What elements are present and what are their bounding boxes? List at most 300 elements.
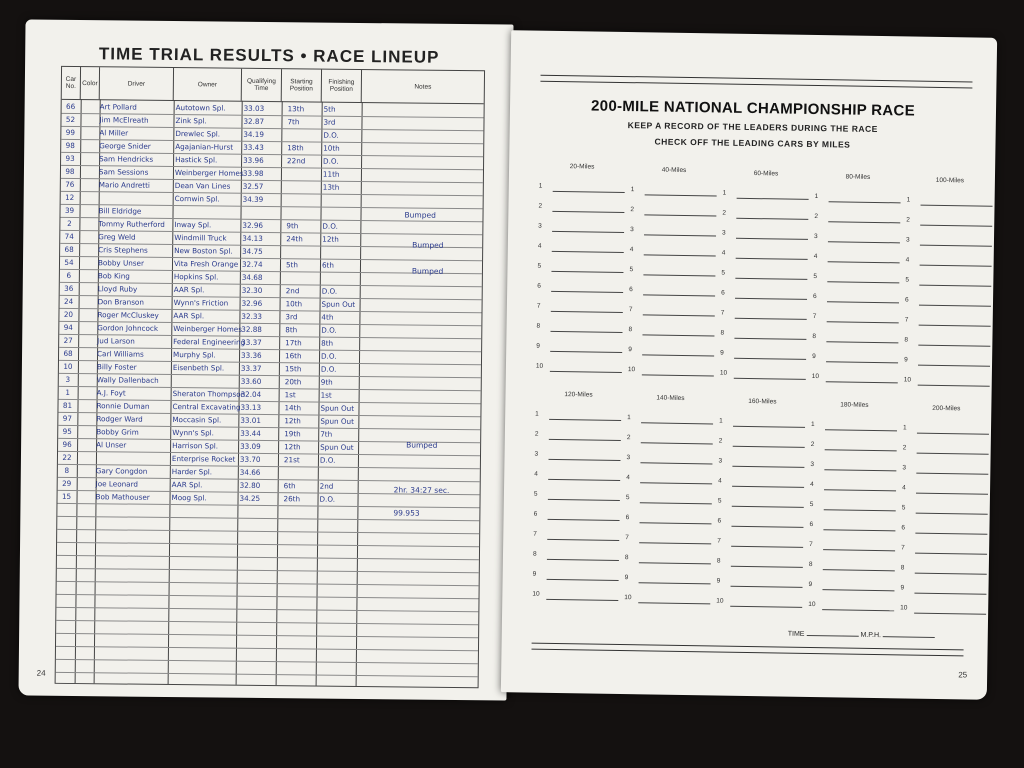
leader-entry[interactable] bbox=[533, 505, 619, 526]
leader-entry[interactable] bbox=[718, 472, 804, 493]
cell-starting-position: 7th bbox=[287, 117, 300, 127]
leader-entry[interactable] bbox=[811, 415, 897, 436]
leader-entry[interactable] bbox=[536, 337, 622, 358]
leader-entry[interactable] bbox=[808, 575, 894, 596]
position-number: 6 bbox=[813, 292, 817, 301]
cell-owner: Vita Fresh Orange bbox=[173, 259, 239, 269]
leader-entry[interactable] bbox=[538, 197, 624, 218]
leader-entry[interactable] bbox=[537, 297, 623, 318]
position-number: 7 bbox=[812, 312, 817, 321]
cell-finishing-position: D.O. bbox=[322, 221, 338, 231]
cell-qualifying-time: 32.04 bbox=[240, 389, 262, 399]
leader-entry[interactable] bbox=[537, 277, 623, 298]
row-rule bbox=[57, 542, 479, 547]
cell-finishing-position: 8th bbox=[321, 338, 334, 348]
cell-qualifying-time: 33.98 bbox=[242, 168, 264, 178]
position-number: 8 bbox=[904, 336, 909, 344]
left-page-title: TIME TRIAL RESULTS • RACE LINEUP bbox=[98, 44, 440, 67]
entry-blank-line bbox=[919, 285, 991, 287]
position-number: 3 bbox=[905, 236, 910, 244]
leader-entry[interactable] bbox=[901, 558, 987, 579]
cell-qualifying-time: 34.66 bbox=[239, 467, 261, 477]
cell-owner: AAR Spl. bbox=[173, 285, 205, 295]
entry-blank-line bbox=[920, 225, 992, 227]
entry-blank-line bbox=[828, 241, 900, 243]
leader-entry[interactable] bbox=[625, 508, 711, 529]
leader-entry[interactable] bbox=[630, 240, 716, 261]
leader-entry[interactable] bbox=[814, 227, 900, 248]
leader-entry[interactable] bbox=[717, 512, 803, 533]
position-number: 6 bbox=[904, 296, 909, 304]
cell-finishing-position: 5th bbox=[323, 104, 336, 114]
leader-entry[interactable] bbox=[810, 475, 896, 496]
header-qualifying-time: Qualifying Time bbox=[242, 69, 282, 101]
cell-starting-position: 5th bbox=[285, 260, 298, 270]
time-label: TIME bbox=[787, 630, 805, 638]
leader-entry[interactable] bbox=[900, 598, 986, 619]
leader-entry[interactable] bbox=[627, 408, 713, 429]
cell-driver: Carl Williams bbox=[97, 349, 144, 359]
position-number: 9 bbox=[720, 349, 724, 357]
position-number: 1 bbox=[719, 417, 723, 425]
entry-blank-line bbox=[920, 245, 992, 247]
entry-blank-line bbox=[643, 314, 715, 316]
entry-blank-line bbox=[734, 338, 806, 340]
leader-entry[interactable] bbox=[539, 177, 625, 198]
leader-entry[interactable] bbox=[722, 204, 808, 225]
leader-entry[interactable] bbox=[901, 518, 987, 539]
entry-blank-line bbox=[552, 211, 624, 213]
cell-starting-position: 12th bbox=[284, 442, 301, 452]
position-number: 7 bbox=[628, 306, 633, 314]
entry-blank-line bbox=[731, 566, 803, 568]
miles-column bbox=[720, 170, 809, 385]
row-rule bbox=[56, 607, 478, 612]
leader-entry[interactable] bbox=[902, 478, 988, 499]
position-number: 4 bbox=[721, 249, 726, 257]
cell-driver: Cris Stephens bbox=[98, 245, 148, 255]
entry-blank-line bbox=[823, 569, 895, 571]
cell-owner: Central Excavating bbox=[172, 402, 241, 412]
cell-car-no: 20 bbox=[63, 309, 74, 319]
entry-blank-line bbox=[643, 274, 715, 276]
cell-owner: Wynn's Spl. bbox=[172, 428, 215, 438]
miles-column-header: 60-Miles bbox=[753, 170, 779, 178]
leader-entry[interactable] bbox=[624, 568, 710, 589]
entry-blank-line bbox=[825, 449, 897, 451]
leader-entry[interactable] bbox=[535, 425, 621, 446]
cell-finishing-position: 9th bbox=[320, 377, 333, 387]
cell-starting-position: 24th bbox=[286, 234, 303, 244]
entry-blank-line bbox=[548, 479, 620, 481]
cell-car-no: 52 bbox=[65, 114, 76, 124]
entry-blank-line bbox=[824, 489, 896, 491]
cell-finishing-position: 6th bbox=[321, 260, 334, 270]
leader-entry[interactable] bbox=[722, 244, 808, 265]
cell-finishing-position: D.O. bbox=[320, 364, 337, 374]
entry-blank-line bbox=[736, 258, 808, 260]
cell-qualifying-time: 33.70 bbox=[239, 454, 261, 464]
position-number: 9 bbox=[532, 570, 537, 578]
bottom-double-rule bbox=[532, 643, 964, 657]
leader-entry[interactable] bbox=[814, 207, 900, 228]
leader-entry[interactable] bbox=[719, 412, 805, 433]
leader-entry[interactable] bbox=[721, 304, 807, 325]
position-number: 3 bbox=[810, 460, 815, 469]
leader-entry[interactable] bbox=[533, 545, 619, 566]
leader-entry[interactable] bbox=[808, 595, 894, 616]
entry-blank-line bbox=[918, 345, 990, 347]
leader-entry[interactable] bbox=[720, 324, 806, 345]
leader-entry[interactable] bbox=[534, 465, 620, 486]
leader-entry[interactable] bbox=[812, 347, 898, 368]
position-number: 3 bbox=[718, 457, 723, 465]
cell-owner: Weinberger Homes bbox=[174, 168, 244, 178]
cell-car-no: 29 bbox=[62, 478, 72, 488]
entry-blank-line bbox=[735, 278, 807, 280]
cell-driver: Greg Weld bbox=[98, 232, 136, 242]
top-double-rule bbox=[540, 75, 972, 89]
leader-entry[interactable] bbox=[811, 435, 897, 456]
leader-entry[interactable] bbox=[717, 532, 803, 553]
entry-blank-line bbox=[553, 191, 625, 193]
cell-starting-position: 9th bbox=[286, 221, 299, 231]
entry-blank-line bbox=[736, 238, 808, 240]
leader-entry[interactable] bbox=[716, 572, 802, 593]
leader-entry[interactable] bbox=[716, 592, 802, 613]
position-number: 6 bbox=[809, 520, 814, 529]
leader-entry[interactable] bbox=[906, 250, 992, 271]
cell-car-no: 27 bbox=[63, 335, 73, 345]
cell-car-no: 10 bbox=[63, 361, 73, 371]
cell-qualifying-time: 34.13 bbox=[242, 233, 263, 243]
leader-entry[interactable] bbox=[629, 300, 715, 321]
leader-entry[interactable] bbox=[626, 488, 712, 509]
leader-entry[interactable] bbox=[719, 432, 805, 453]
leader-entry[interactable] bbox=[629, 280, 715, 301]
leader-entry[interactable] bbox=[906, 230, 992, 251]
position-number: 8 bbox=[812, 332, 817, 341]
leader-entry[interactable] bbox=[809, 535, 895, 556]
cell-owner: Inway Spl. bbox=[174, 220, 212, 230]
position-number: 3 bbox=[534, 450, 539, 458]
leader-entry[interactable] bbox=[810, 495, 896, 516]
cell-driver: Bobby Unser bbox=[97, 258, 144, 268]
right-page-number: 25 bbox=[958, 670, 968, 680]
position-number: 10 bbox=[811, 372, 820, 381]
leader-entry[interactable] bbox=[718, 492, 804, 513]
position-number: 1 bbox=[630, 186, 635, 194]
entry-blank-line bbox=[828, 221, 900, 223]
leader-entry[interactable] bbox=[905, 310, 991, 331]
cell-driver: Billy Foster bbox=[96, 362, 137, 372]
leader-entry[interactable] bbox=[812, 367, 898, 388]
position-number: 6 bbox=[537, 282, 541, 290]
cell-driver: Don Branson bbox=[97, 297, 144, 307]
miles-column bbox=[624, 394, 713, 609]
cell-qualifying-time: 34.39 bbox=[242, 194, 264, 204]
cell-starting-position: 3rd bbox=[285, 312, 298, 322]
cell-finishing-position: 7th bbox=[320, 429, 333, 439]
position-number: 8 bbox=[624, 554, 629, 562]
row-rule bbox=[56, 620, 478, 625]
entry-blank-line bbox=[549, 439, 621, 441]
leader-entry[interactable] bbox=[721, 284, 807, 305]
entry-blank-line bbox=[641, 442, 713, 444]
leader-entry[interactable] bbox=[901, 538, 987, 559]
entry-blank-line bbox=[550, 371, 622, 373]
leader-entry[interactable] bbox=[814, 187, 900, 208]
cell-owner: Windmill Truck bbox=[174, 233, 227, 243]
leader-entry[interactable] bbox=[814, 247, 900, 268]
leader-entry[interactable] bbox=[904, 350, 990, 371]
cell-driver: Gary Congdon bbox=[95, 466, 148, 476]
leader-entry[interactable] bbox=[533, 525, 619, 546]
entry-blank-line bbox=[915, 553, 987, 555]
leader-entry[interactable] bbox=[630, 220, 716, 241]
entry-blank-line bbox=[732, 506, 804, 508]
miles-column-header: 20-Miles bbox=[569, 163, 595, 171]
entry-blank-line bbox=[548, 499, 620, 501]
leader-entry[interactable] bbox=[905, 270, 991, 291]
leader-entry[interactable] bbox=[904, 370, 990, 391]
leader-entry[interactable] bbox=[902, 498, 988, 519]
position-number: 8 bbox=[720, 329, 725, 337]
leader-entry[interactable] bbox=[721, 264, 807, 285]
leader-entry[interactable] bbox=[900, 578, 986, 599]
leader-entry[interactable] bbox=[720, 344, 806, 365]
leader-entry[interactable] bbox=[533, 565, 619, 586]
cell-driver: Sam Sessions bbox=[98, 167, 149, 177]
leader-entry[interactable] bbox=[631, 180, 717, 201]
position-number: 5 bbox=[721, 269, 726, 277]
cell-qualifying-time: 33.43 bbox=[243, 142, 264, 152]
cell-owner: Drewlec Spl. bbox=[175, 129, 221, 139]
entry-blank-line bbox=[644, 234, 716, 236]
entry-blank-line bbox=[734, 358, 806, 360]
row-rule bbox=[56, 672, 478, 677]
entry-blank-line bbox=[551, 271, 623, 273]
position-number: 8 bbox=[628, 326, 633, 334]
cell-car-no: 24 bbox=[63, 296, 74, 306]
cell-finishing-position: D.O. bbox=[319, 455, 336, 465]
leader-entry[interactable] bbox=[809, 555, 895, 576]
leader-entry[interactable] bbox=[813, 267, 899, 288]
entry-blank-line bbox=[735, 318, 807, 320]
position-number: 1 bbox=[627, 414, 631, 422]
cell-car-no: 8 bbox=[64, 465, 70, 475]
miles-column-header: 100-Miles bbox=[935, 176, 965, 185]
leader-entry[interactable] bbox=[536, 357, 622, 378]
miles-column-header: 120-Miles bbox=[564, 391, 593, 399]
entry-blank-line bbox=[914, 613, 986, 615]
cell-owner: Murphy Spl. bbox=[173, 350, 216, 360]
position-number: 1 bbox=[535, 410, 539, 418]
leader-entry[interactable] bbox=[718, 452, 804, 473]
leader-entry[interactable] bbox=[628, 360, 714, 381]
cell-car-no: 68 bbox=[63, 348, 73, 358]
results-table bbox=[55, 66, 485, 688]
leader-entry[interactable] bbox=[906, 190, 992, 211]
position-number: 6 bbox=[717, 517, 722, 525]
leader-entry[interactable] bbox=[624, 588, 710, 609]
cell-starting-position: 26th bbox=[283, 494, 301, 504]
mph-label: M.P.H. bbox=[860, 631, 882, 640]
miles-column-header: 80-Miles bbox=[845, 173, 871, 181]
cell-car-no: 97 bbox=[62, 413, 73, 423]
cell-car-no: 2 bbox=[67, 218, 72, 228]
leader-entry[interactable] bbox=[722, 224, 808, 245]
position-number: 7 bbox=[717, 537, 721, 545]
header-color: Color bbox=[81, 67, 100, 99]
header-car-no: Car No. bbox=[62, 67, 81, 99]
cell-driver: Bob King bbox=[97, 271, 130, 281]
leader-entry[interactable] bbox=[630, 200, 716, 221]
leader-entry[interactable] bbox=[627, 428, 713, 449]
entry-blank-line bbox=[824, 509, 896, 511]
position-number: 6 bbox=[629, 286, 633, 294]
position-number: 7 bbox=[625, 534, 629, 542]
position-number: 1 bbox=[722, 189, 727, 197]
leader-entry[interactable] bbox=[813, 307, 899, 328]
cell-finishing-position: Spun Out bbox=[321, 299, 356, 309]
leader-entry[interactable] bbox=[534, 445, 620, 466]
entry-blank-line bbox=[823, 529, 895, 531]
leader-entry[interactable] bbox=[537, 257, 623, 278]
leader-entry[interactable] bbox=[532, 585, 618, 606]
cell-finishing-position: D.O. bbox=[320, 351, 337, 361]
leader-entry[interactable] bbox=[625, 528, 711, 549]
leader-entry[interactable] bbox=[534, 485, 620, 506]
miles-column bbox=[904, 176, 993, 391]
row-rule bbox=[56, 633, 478, 638]
cell-starting-position: 22nd bbox=[287, 156, 306, 166]
position-number: 7 bbox=[720, 309, 725, 317]
leader-entry[interactable] bbox=[810, 455, 896, 476]
cell-car-no: 15 bbox=[61, 491, 72, 501]
cell-driver: Art Pollard bbox=[99, 102, 137, 112]
leader-entry[interactable] bbox=[813, 287, 899, 308]
leader-entry[interactable] bbox=[538, 237, 624, 258]
cell-car-no: 74 bbox=[64, 231, 74, 241]
entry-blank-line bbox=[645, 194, 717, 196]
cell-driver: Al Miller bbox=[99, 128, 129, 138]
cell-qualifying-time: 32.33 bbox=[241, 311, 263, 321]
cell-owner: Sheraton Thompson bbox=[172, 389, 246, 399]
cell-owner: AAR Spl. bbox=[171, 480, 203, 490]
entry-blank-line bbox=[916, 473, 988, 475]
position-number: 10 bbox=[627, 366, 636, 374]
leader-entry[interactable] bbox=[536, 317, 622, 338]
cell-starting-position: 13th bbox=[287, 104, 305, 114]
position-number: 10 bbox=[624, 594, 632, 602]
entry-blank-line bbox=[826, 341, 898, 343]
entry-blank-line bbox=[548, 459, 620, 461]
cell-car-no: 76 bbox=[65, 179, 75, 189]
cell-starting-position: 1st bbox=[284, 390, 296, 400]
entry-blank-line bbox=[920, 265, 992, 267]
cell-owner: Weinberger Homes bbox=[173, 324, 243, 334]
row-rule bbox=[57, 529, 479, 534]
leader-entry[interactable] bbox=[628, 320, 714, 341]
leader-entry[interactable] bbox=[626, 448, 712, 469]
cell-starting-position: 19th bbox=[284, 429, 301, 439]
cell-owner bbox=[173, 376, 235, 377]
cell-driver: Mario Andretti bbox=[98, 180, 151, 190]
cell-qualifying-time: 33.37 bbox=[241, 337, 262, 347]
cell-starting-position: 2nd bbox=[285, 286, 300, 296]
cell-car-no: 1 bbox=[65, 387, 70, 397]
row-rule bbox=[56, 646, 478, 651]
leader-entry[interactable] bbox=[902, 458, 988, 479]
cell-driver: Jim McElreath bbox=[99, 115, 149, 125]
cell-driver: Roger McCluskey bbox=[97, 310, 159, 320]
leader-entry[interactable] bbox=[625, 548, 711, 569]
leader-entry[interactable] bbox=[538, 217, 624, 238]
entry-blank-line bbox=[824, 469, 896, 471]
row-rule bbox=[57, 581, 479, 586]
left-page-number: 24 bbox=[36, 668, 46, 678]
leader-entry[interactable] bbox=[717, 552, 803, 573]
cell-qualifying-time: 34.68 bbox=[241, 272, 263, 282]
entry-blank-line bbox=[641, 422, 713, 424]
row-rule bbox=[57, 594, 479, 599]
cell-qualifying-time: 33.36 bbox=[241, 350, 262, 360]
cell-car-no: 98 bbox=[65, 166, 75, 176]
cell-qualifying-time: 32.96 bbox=[241, 298, 263, 308]
leader-entry[interactable] bbox=[720, 364, 806, 385]
cell-finishing-position: 10th bbox=[323, 143, 340, 153]
leader-entry[interactable] bbox=[629, 260, 715, 281]
header-driver: Driver bbox=[100, 67, 174, 100]
position-number: 1 bbox=[538, 182, 543, 190]
cell-finishing-position: 11th bbox=[322, 169, 340, 179]
entry-blank-line bbox=[551, 311, 623, 313]
leader-entry[interactable] bbox=[903, 438, 989, 459]
cell-car-no: 36 bbox=[64, 283, 74, 293]
position-number: 4 bbox=[905, 256, 910, 264]
cell-starting-position: 21st bbox=[283, 455, 300, 465]
entry-blank-line bbox=[732, 466, 804, 468]
leader-entry[interactable] bbox=[812, 327, 898, 348]
position-number: 5 bbox=[625, 494, 630, 502]
entry-blank-line bbox=[550, 351, 622, 353]
cell-qualifying-time: 33.09 bbox=[240, 441, 261, 451]
cell-finishing-position: Spun Out bbox=[320, 416, 354, 426]
cell-finishing-position: D.O. bbox=[321, 286, 338, 296]
leader-entry[interactable] bbox=[535, 405, 621, 426]
cell-owner bbox=[175, 207, 237, 208]
cell-owner: AAR Spl. bbox=[173, 311, 205, 321]
cell-owner: Zink Spl. bbox=[175, 116, 207, 126]
entry-blank-line bbox=[919, 305, 991, 307]
leader-entry[interactable] bbox=[903, 418, 989, 439]
cell-car-no: 95 bbox=[62, 426, 72, 436]
cell-finishing-position: D.O. bbox=[323, 156, 339, 166]
leader-entry[interactable] bbox=[626, 468, 712, 489]
cell-driver: Gordon Johncock bbox=[97, 323, 159, 333]
entry-blank-line bbox=[826, 361, 898, 363]
leader-entry[interactable] bbox=[628, 340, 714, 361]
leader-entry[interactable] bbox=[906, 210, 992, 231]
leader-entry[interactable] bbox=[905, 290, 991, 311]
cell-driver: Sam Hendricks bbox=[99, 154, 154, 164]
leader-entry[interactable] bbox=[904, 330, 990, 351]
entry-blank-line bbox=[735, 298, 807, 300]
leader-entry[interactable] bbox=[723, 184, 809, 205]
leader-entry[interactable] bbox=[809, 515, 895, 536]
entry-blank-line bbox=[918, 365, 990, 367]
